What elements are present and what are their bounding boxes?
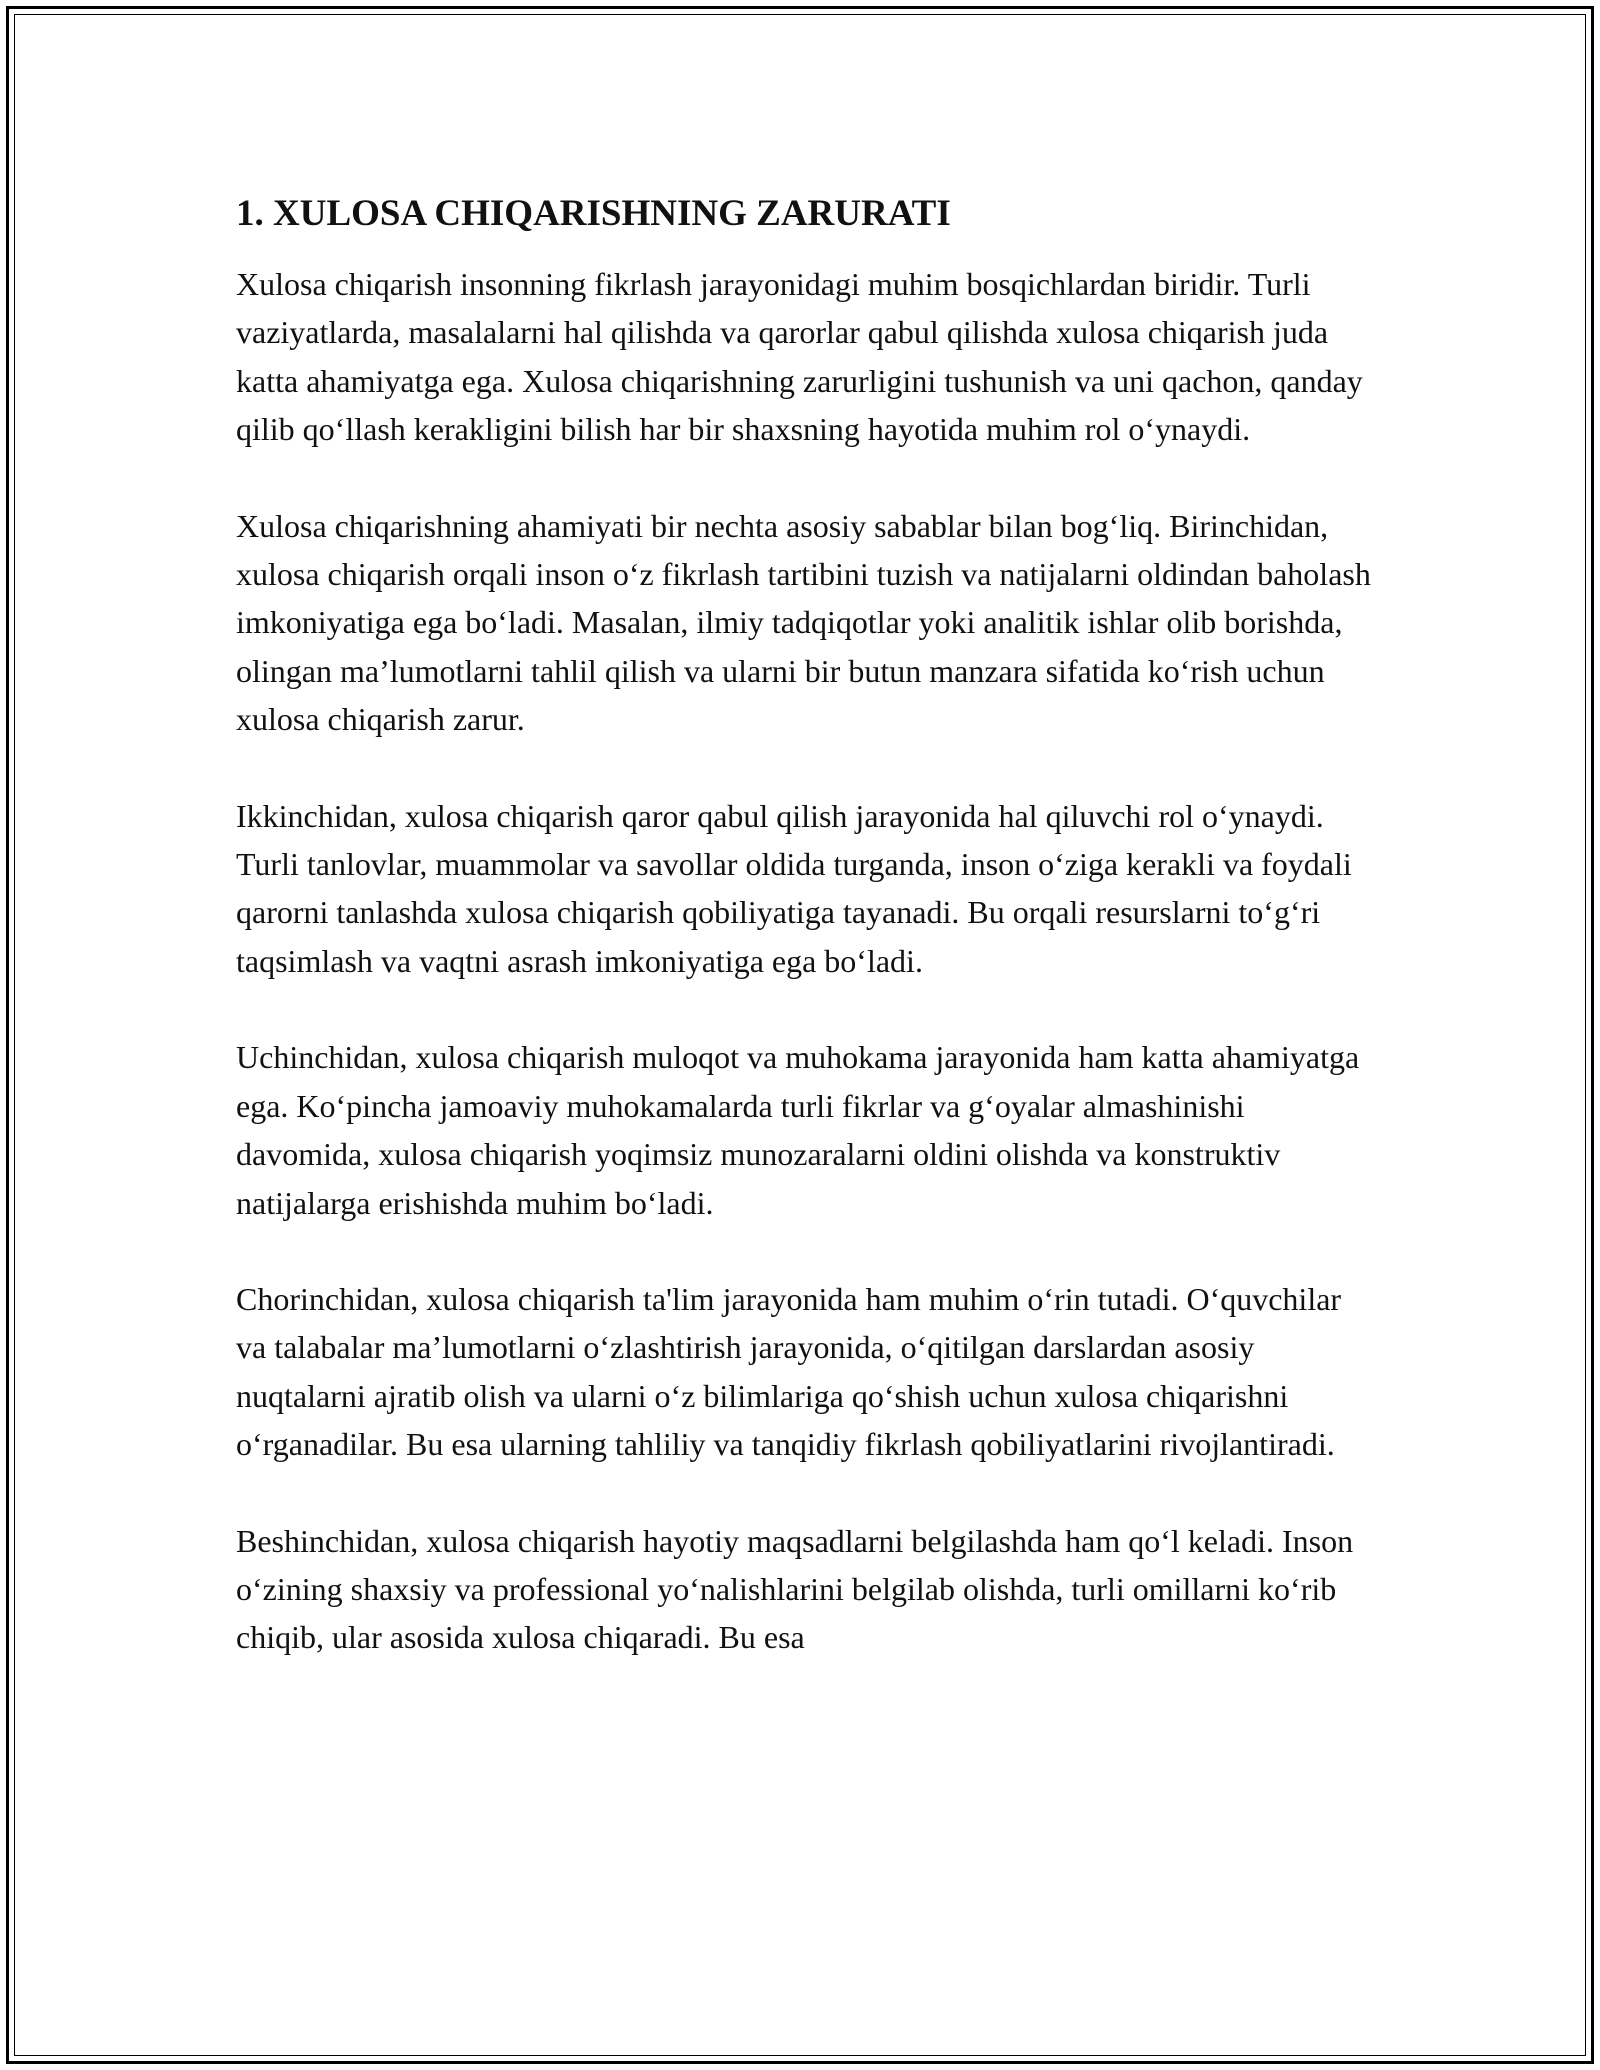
paragraph-4: Uchinchidan, xulosa chiqarish muloqot va muhokama jarayonida ham katta ahamiyatga ega. Ko‘pincha jamoaviy muhokamalarda turli fikrlar va g‘oyalar almashinishi davomida, xulosa chiqarish yoqimsiz munozaralarni oldini olishda va konstruktiv natijalarga erishishda muhim bo‘ladi. <box>236 1039 1360 1221</box>
paragraph-5: Chorinchidan, xulosa chiqarish ta'lim jarayonida ham muhim o‘rin tutadi. O‘quvchilar va talabalar ma’lumotlarni o‘zlashtirish jarayonida, o‘qitilgan darslardan asosiy nuqtalarni ajratib olish va ularni o‘z bilimlariga qo‘shish uchun xulosa chiqarishni o‘rganadilar. Bu esa ularning tahliliy va tanqidiy fikrlash qobiliyatlarini rivojlantiradi. <box>236 1280 1342 1463</box>
paragraph-3: Ikkinchidan, xulosa chiqarish qaror qabul qilish jarayonida hal qiluvchi rol o‘ynaydi. Turli tanlovlar, muammolar va savollar oldida turganda, inson o‘ziga kerakli va foydali qarorni tanlashda xulosa chiqarish qobiliyatiga tayanadi. Bu orqali resurslarni to‘g‘ri taqsimlash va vaqtni asrash imkoniyatiga ega bo‘ladi. <box>236 797 1352 979</box>
section-title: 1. XULOSA CHIQARISHNING ZARURATI <box>236 193 951 234</box>
paragraph-1: Xulosa chiqarish insonning fikrlash jarayonidagi muhim bosqichlardan biridir. Turli vaziyatlarda, masalalarni hal qilishda va qarorlar qabul qilishda xulosa chiqarish juda katta ahamiyatga ega. Xulosa chiqarishning zarurligini tushunish va uni qachon, qanday qilib qo‘llash kerakligini bilish har bir shaxsning hayotida muhim rol o‘ynaydi. <box>236 266 1363 448</box>
document-body <box>236 186 1376 1710</box>
paragraph-6: Beshinchidan, xulosa chiqarish hayotiy maqsadlarni belgilashda ham qo‘l keladi. Inson o‘zining shaxsiy va professional yo‘nalishlarini belgilab olishda, turli omillarni ko‘rib chiqib, ular asosida xulosa chiqaradi. Bu esa <box>236 1522 1354 1656</box>
paragraph-2: Xulosa chiqarishning ahamiyati bir nechta asosiy sabablar bilan bog‘liq. Birinchidan, xulosa chiqarish orqali inson o‘z fikrlash tartibini tuzish va natijalarni oldindan baholash imkoniyatiga ega bo‘ladi. Masalan, ilmiy tadqiqotlar yoki analitik ishlar olib borishda, olingan ma’lumotlarni tahlil qilish va ularni bir butun manzara sifatida ko‘rish uchun xulosa chiqarish zarur. <box>236 507 1371 738</box>
